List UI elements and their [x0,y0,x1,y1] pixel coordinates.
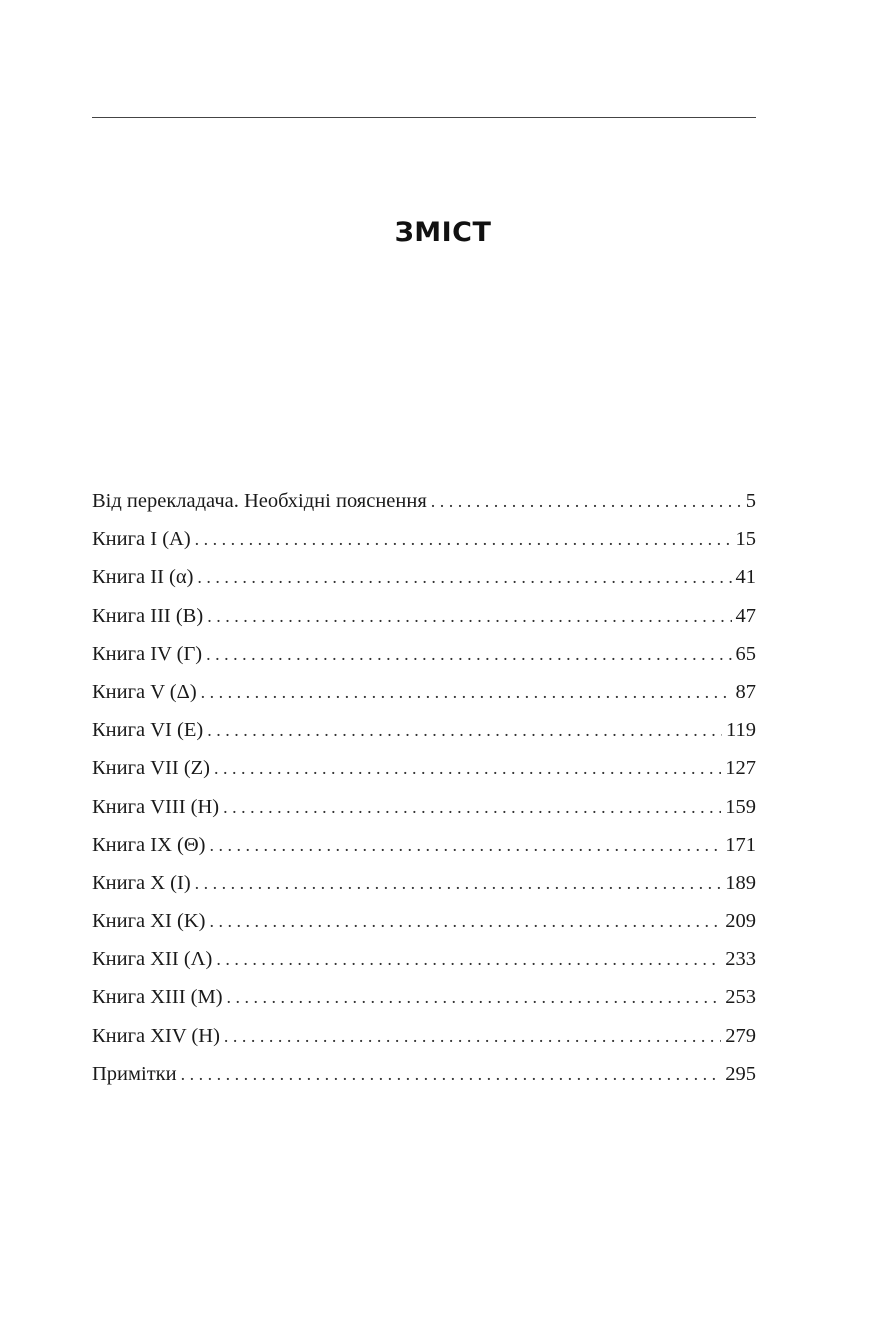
toc-entry[interactable] [92,566,756,604]
toc-entry[interactable] [92,528,756,566]
dot-leader [207,606,731,627]
toc-entry-page: 233 [725,948,756,971]
toc-entry-page: 171 [725,833,756,856]
toc-entry-page: 41 [735,566,756,589]
dot-leader [223,797,721,818]
toc-entry-page: 87 [735,680,756,703]
toc-entry[interactable] [92,681,756,719]
dot-leader [209,911,721,932]
toc-entry[interactable] [92,605,756,643]
toc-entry-title: Книга V (Δ) [92,680,197,703]
dot-leader [214,758,721,779]
toc-entry[interactable] [92,719,756,757]
toc-entry-page: 295 [725,1062,756,1085]
table-of-contents [92,490,756,1101]
toc-entry-title: Книга IX (Θ) [92,833,206,856]
toc-entry[interactable] [92,490,756,528]
toc-entry[interactable] [92,1025,756,1063]
toc-entry[interactable] [92,872,756,910]
toc-entry-title: Книга XI (K) [92,910,206,933]
toc-entry[interactable] [92,986,756,1024]
toc-entry[interactable] [92,910,756,948]
dot-leader [197,567,731,588]
toc-entry-page: 253 [725,986,756,1009]
toc-entry-title: Книга I (A) [92,528,191,551]
toc-entry-page: 5 [745,490,756,512]
toc-entry-page: 15 [735,528,756,551]
toc-entry-title: Книга VIII (H) [92,795,220,818]
toc-entry-page: 159 [725,795,756,818]
header-rule [92,117,756,118]
toc-entry-title: Книга VI (E) [92,719,204,742]
toc-entry-page: 127 [725,757,756,780]
page-title: ЗМІСТ [394,217,492,248]
dot-leader [431,491,742,512]
toc-entry[interactable] [92,948,756,986]
dot-leader [201,682,732,703]
toc-entry[interactable] [92,757,756,795]
toc-entry-title: Книга III (B) [92,604,204,627]
toc-entry[interactable] [92,1063,756,1101]
dot-leader [195,873,722,894]
toc-entry-title: Книга XII (Λ) [92,948,213,971]
toc-entry-title: Книга X (I) [92,871,191,894]
dot-leader [227,987,722,1008]
toc-entry-page: 189 [725,871,756,894]
toc-entry-title: Примітки [92,1062,177,1085]
toc-entry[interactable] [92,643,756,681]
toc-entry-page: 209 [725,910,756,933]
dot-leader [181,1064,722,1085]
dot-leader [207,720,722,741]
dot-leader [209,835,721,856]
toc-entry[interactable] [92,834,756,872]
dot-leader [224,1026,721,1047]
toc-entry-page: 65 [735,642,756,665]
toc-entry-page: 47 [735,604,756,627]
toc-entry-page: 279 [725,1024,756,1047]
toc-entry-title: Книга IV (Γ) [92,642,203,665]
toc-entry-title: Від перекладача. Необхідні пояснення [92,490,427,512]
dot-leader [195,529,732,550]
toc-entry-title: Книга VII (Z) [92,757,211,780]
dot-leader [206,644,731,665]
toc-entry-title: Книга II (α) [92,566,194,589]
dot-leader [216,949,721,970]
toc-entry[interactable] [92,796,756,834]
toc-entry-title: Книга XIV (H) [92,1024,220,1047]
toc-entry-page: 119 [726,719,756,742]
toc-entry-title: Книга XIII (M) [92,986,223,1009]
